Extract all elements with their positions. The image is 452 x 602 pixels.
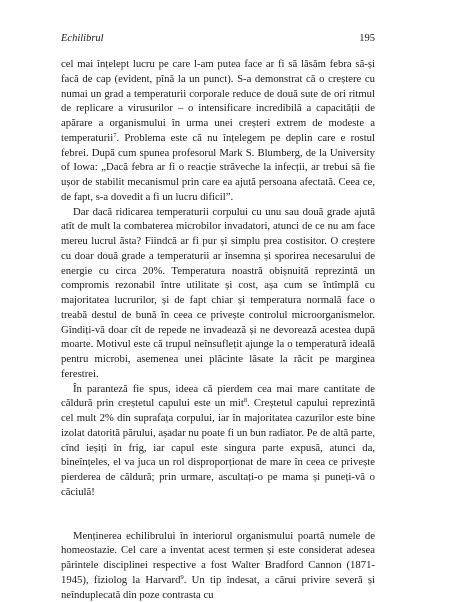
footnote-marker: 7 bbox=[113, 132, 116, 139]
text-run: . Un tip îndesat, a cărui privire severă și neînduplecată din poze contrasta cu bbox=[61, 574, 375, 601]
paragraph bbox=[61, 57, 375, 205]
paragraph bbox=[61, 529, 375, 602]
body-text bbox=[61, 57, 375, 602]
running-header bbox=[61, 33, 375, 47]
text-run: . Creștetul capului reprezintă cel mult 2% din suprafața corpului, iar în majoritatea cazurilor este bine izolat datorită părului, așadar nu poate fi un bun radiator. Pe de altă parte, cînd ieșiți în frig, iar capul este singura parte expusă, atunci da, bineînțeles, el va juca un rol disproporționat de mare în ceea ce privește pierderea de căldură; prin urmare, ascultați-o pe mama și puneți-vă o căciulă! bbox=[61, 397, 375, 498]
section-break bbox=[61, 500, 375, 529]
paragraph bbox=[61, 382, 375, 500]
footnote-marker: 9 bbox=[180, 574, 183, 581]
running-title: Echilibrul bbox=[61, 33, 104, 44]
text-run: cel mai înțelept lucru pe care l-am putea face ar fi să lăsăm febra să-și facă de cap (evident, pînă la un punct). S-a demonstrat că o creștere cu numai un grad a temperaturii corporale reduce de două sute de ori ritmul de replicare a virusurilor – o intensificare incredibilă a capacității de apărare a organismului în urma unei creșteri extrem de modeste a temperaturii bbox=[61, 58, 375, 144]
text-run: Dar dacă ridicarea temperaturii corpului cu unu sau două grade ajută atît de mult la combaterea microbilor invadatori, atunci de ce nu am face mereu lucrul ăsta? Fiindcă ar fi pur și simplu prea costisitor. O creștere cu doar două grade a temperaturii ar însemna și sporirea necesarului de energie cu circa 20%. Temperatura noastră obișnuită reprezintă un compromis rezonabil între utilitate și cost, așa cum se întîmplă cu majoritatea lucrurilor, și de fapt chiar și temperatura normală face o treabă destul de bună în ceea ce privește controlul microorganismelor. Gîndiți-vă doar cît de repede ne invadează și ne devorează acestea după moarte. Motivul este că trupul neînsuflețit ajunge la o temperatură ideală pentru microbi, asemenea unei plăcinte lăsate la răcit pe marginea ferestrei. bbox=[61, 206, 375, 380]
text-run: Menținerea echilibrului în interiorul organismului poartă numele de homeostazie. Cel care a inventat acest termen și este considerat adesea părintele disciplinei respective a fost Walter Bradford Cannon (1871-1945), fiziolog la Harvard bbox=[61, 530, 375, 586]
text-run: . Problema este că nu înțelegem pe deplin care e rostul febrei. După cum spunea profesorul Mark S. Blumberg, de la University of Iowa: „Dacă febra ar fi o reacție străveche la infecții, ar trebui să fie ușor de stabilit mecanismul prin care ea ajută persoana afectată. Ceea ce, de fapt, s-a dovedit a fi un lucru dificil”. bbox=[61, 132, 375, 203]
text-run: În paranteză fie spus, ideea că pierdem cea mai mare cantitate de căldură prin creștetul capului este un mit bbox=[61, 383, 375, 410]
footnote-marker: 8 bbox=[244, 397, 247, 404]
paragraph bbox=[61, 205, 375, 382]
page-number: 195 bbox=[359, 33, 375, 44]
